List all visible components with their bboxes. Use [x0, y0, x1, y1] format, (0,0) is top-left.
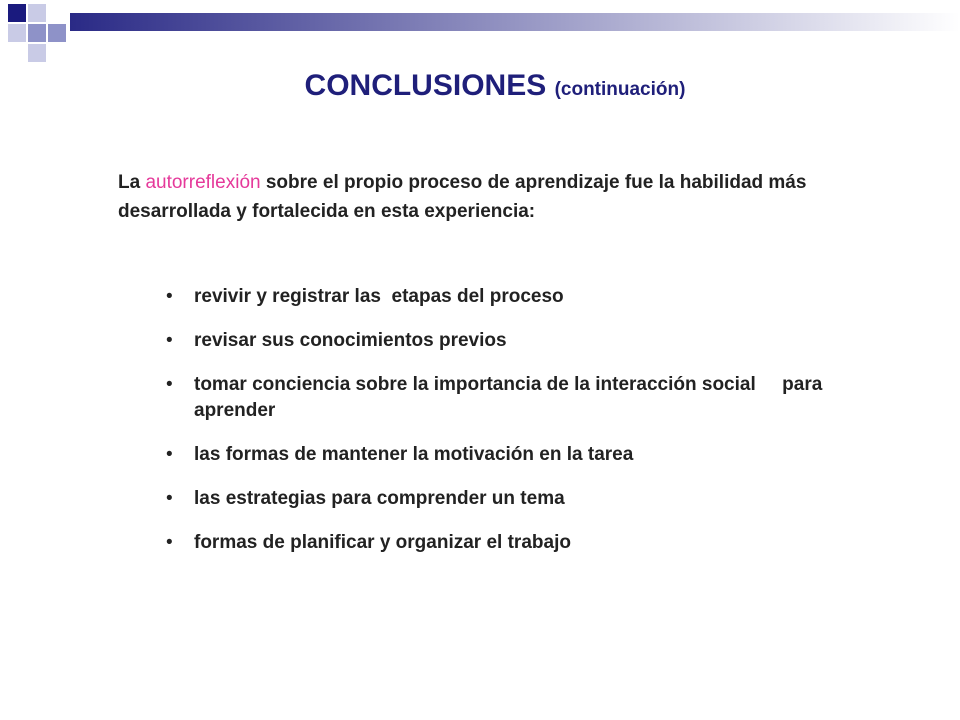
bullet-icon: • [166, 286, 173, 307]
intro-prefix: La [118, 172, 146, 193]
list-item-text: formas de planificar y organizar el trabajo [194, 532, 571, 553]
list-item [166, 372, 846, 424]
bullet-icon: • [166, 488, 173, 509]
decorative-square-navy [8, 4, 26, 22]
intro-paragraph [118, 168, 858, 226]
list-item-text: las formas de mantener la motivación en la tarea [194, 444, 634, 465]
list-item [166, 442, 846, 468]
list-item-text: revivir y registrar las etapas del proceso [194, 286, 564, 307]
title-main: CONCLUSIONES [304, 69, 547, 102]
slide-title [0, 66, 960, 110]
decorative-square-mid [48, 24, 66, 42]
bullet-list [166, 284, 846, 574]
list-item [166, 328, 846, 354]
header-gradient-bar [70, 13, 960, 31]
decorative-square-pale [28, 44, 46, 62]
list-item-text: revisar sus conocimientos previos [194, 330, 507, 351]
decorative-square-pale [8, 24, 26, 42]
bullet-icon: • [166, 444, 173, 465]
list-item-text: tomar conciencia sobre la importancia de la interacción social para aprender [194, 374, 828, 421]
list-item [166, 486, 846, 512]
bullet-icon: • [166, 374, 173, 395]
decorative-square-mid [28, 24, 46, 42]
decorative-square-pale [28, 4, 46, 22]
title-suffix: (continuación) [554, 79, 686, 100]
bullet-icon: • [166, 330, 173, 351]
list-item [166, 284, 846, 310]
list-item-text: las estrategias para comprender un tema [194, 488, 565, 509]
bullet-icon: • [166, 532, 173, 553]
intro-suffix: sobre el propio proceso de aprendizaje fue la habilidad más desarrollada y fortalecida en esta experiencia: [118, 172, 807, 222]
list-item [166, 530, 846, 556]
intro-highlight-word: autorreflexión [145, 172, 261, 193]
